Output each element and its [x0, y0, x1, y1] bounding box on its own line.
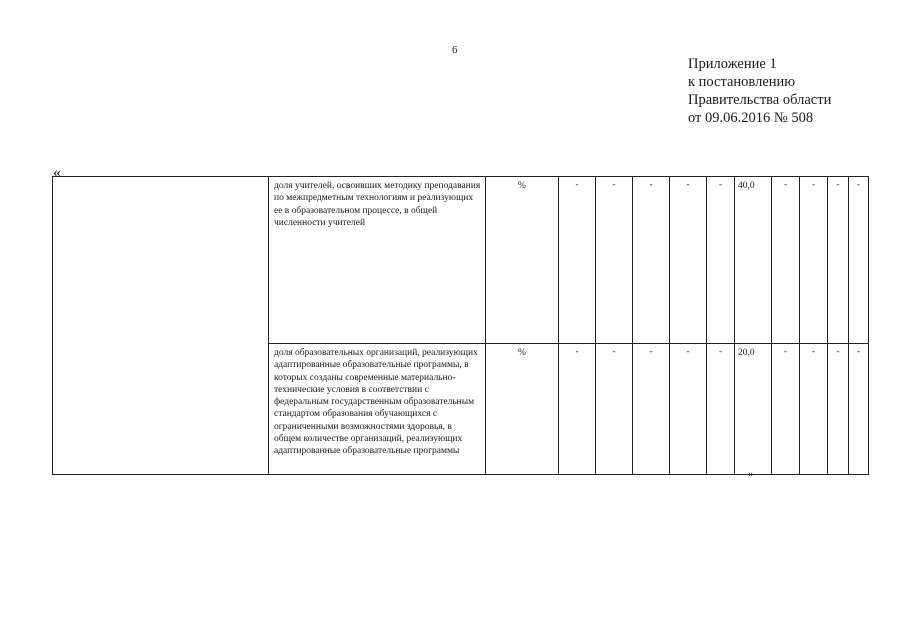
indicator-description: доля учителей, освоивших методику преподавания по межпредметным технологиям и реализующих ее в образовательном процессе, в общей численности учителей [269, 177, 486, 344]
value-cell: - [849, 177, 869, 344]
program-cell [53, 177, 269, 475]
value-cell-2020: 40,0 [735, 177, 772, 344]
value-cell: - [828, 177, 849, 344]
value-cell: - [596, 177, 633, 344]
value-cell: - [633, 177, 670, 344]
value-cell: - [559, 177, 596, 344]
value-cell: - [772, 177, 800, 344]
appendix-header [688, 55, 831, 127]
value-cell-2020: 20,0 [735, 344, 772, 475]
value-cell: - [559, 344, 596, 475]
indicator-description: доля образовательных организаций, реализующих адаптированные образовательные программы, в которых созданы современные материально-технические условия в соответствии с федеральным государственным образовательным стандартом образования обучающихся с ограниченными возможностями здоровья, в общем количестве организаций, реализующих адаптированные образовательные программы [269, 344, 486, 475]
appendix-date-number: от 09.06.2016 № 508 [688, 110, 814, 126]
value-cell: - [772, 344, 800, 475]
appendix-authority: Правительства области [688, 92, 832, 108]
indicator-unit: % [486, 177, 559, 344]
value-cell: - [800, 344, 828, 475]
appendix-subtitle: к постановлению [688, 74, 796, 90]
value-cell: - [633, 344, 670, 475]
value-cell: - [596, 344, 633, 475]
value-cell: - [800, 177, 828, 344]
value-cell: - [707, 177, 735, 344]
value-cell: - [849, 344, 869, 475]
indicator-unit: % [486, 344, 559, 475]
opening-quote: « [53, 164, 61, 181]
value-cell: - [828, 344, 849, 475]
indicators-table [52, 176, 869, 475]
value-cell: - [670, 177, 707, 344]
closing-quote: » [748, 468, 754, 480]
table-row [53, 177, 869, 344]
appendix-title: Приложение 1 [688, 56, 777, 72]
value-cell: - [707, 344, 735, 475]
value-cell: - [670, 344, 707, 475]
page-number: 6 [452, 44, 458, 56]
